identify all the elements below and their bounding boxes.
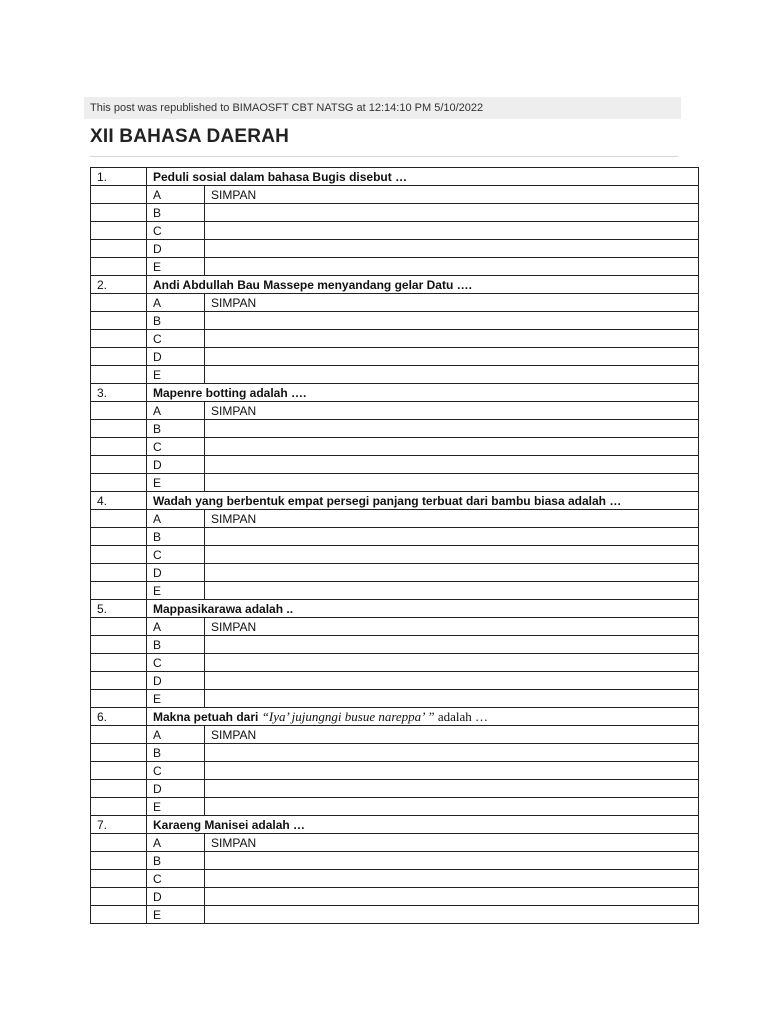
option-answer [205, 690, 699, 708]
title-divider [90, 156, 678, 157]
option-answer [205, 906, 699, 924]
option-row [91, 906, 699, 924]
option-answer [205, 222, 699, 240]
question-row [91, 492, 699, 510]
option-answer: SIMPAN [205, 186, 699, 204]
option-spacer [91, 618, 147, 636]
option-answer: SIMPAN [205, 294, 699, 312]
option-answer [205, 330, 699, 348]
question-text-main: Makna petuah dari [153, 709, 262, 724]
option-spacer [91, 762, 147, 780]
option-spacer [91, 906, 147, 924]
option-row [91, 258, 699, 276]
option-spacer [91, 780, 147, 798]
option-answer [205, 582, 699, 600]
option-letter: D [147, 348, 205, 366]
option-answer [205, 528, 699, 546]
question-text-main: Peduli sosial dalam bahasa Bugis disebut … [153, 169, 408, 184]
question-row [91, 708, 699, 726]
option-letter: A [147, 834, 205, 852]
question-text-main: Mapenre botting adalah …. [153, 385, 307, 400]
option-spacer [91, 186, 147, 204]
option-letter: B [147, 204, 205, 222]
option-answer [205, 420, 699, 438]
option-letter: D [147, 888, 205, 906]
option-answer [205, 762, 699, 780]
option-row [91, 870, 699, 888]
question-row [91, 276, 699, 294]
option-row [91, 762, 699, 780]
option-answer [205, 456, 699, 474]
option-answer [205, 888, 699, 906]
option-spacer [91, 564, 147, 582]
option-spacer [91, 546, 147, 564]
option-letter: C [147, 330, 205, 348]
option-row [91, 654, 699, 672]
option-spacer [91, 510, 147, 528]
question-number: 7. [91, 816, 147, 834]
option-spacer [91, 744, 147, 762]
question-table [90, 167, 699, 924]
question-number: 5. [91, 600, 147, 618]
option-answer [205, 744, 699, 762]
question-text-main: Mappasikarawa adalah .. [153, 601, 294, 616]
option-row [91, 294, 699, 312]
option-letter: A [147, 186, 205, 204]
option-letter: B [147, 636, 205, 654]
option-letter: B [147, 528, 205, 546]
option-answer: SIMPAN [205, 510, 699, 528]
option-spacer [91, 330, 147, 348]
option-letter: D [147, 780, 205, 798]
question-number: 6. [91, 708, 147, 726]
option-letter: B [147, 312, 205, 330]
option-row [91, 204, 699, 222]
option-answer [205, 564, 699, 582]
option-answer [205, 798, 699, 816]
option-spacer [91, 798, 147, 816]
option-spacer [91, 312, 147, 330]
question-text-main: Wadah yang berbentuk empat persegi panjang terbuat dari bambu biasa adalah … [153, 493, 622, 508]
option-letter: C [147, 546, 205, 564]
option-row [91, 564, 699, 582]
question-quote: “Iya’ jujungngi busue nareppa’ ” [261, 708, 435, 724]
option-row [91, 582, 699, 600]
option-letter: A [147, 726, 205, 744]
question-text-tail: adalah … [434, 708, 488, 724]
option-answer [205, 780, 699, 798]
option-row [91, 528, 699, 546]
option-letter: D [147, 456, 205, 474]
option-row [91, 312, 699, 330]
option-row [91, 438, 699, 456]
option-answer [205, 312, 699, 330]
question-row [91, 168, 699, 186]
option-spacer [91, 672, 147, 690]
option-row [91, 888, 699, 906]
option-answer [205, 366, 699, 384]
option-spacer [91, 258, 147, 276]
option-answer [205, 258, 699, 276]
option-answer [205, 474, 699, 492]
option-letter: C [147, 222, 205, 240]
option-spacer [91, 348, 147, 366]
option-letter: A [147, 510, 205, 528]
question-text [147, 816, 699, 834]
question-number: 1. [91, 168, 147, 186]
option-letter: D [147, 564, 205, 582]
option-answer [205, 438, 699, 456]
option-answer [205, 672, 699, 690]
question-row [91, 600, 699, 618]
option-letter: C [147, 870, 205, 888]
option-letter: C [147, 762, 205, 780]
option-spacer [91, 636, 147, 654]
option-row [91, 834, 699, 852]
option-spacer [91, 456, 147, 474]
option-spacer [91, 438, 147, 456]
question-number: 3. [91, 384, 147, 402]
option-row [91, 186, 699, 204]
option-letter: D [147, 240, 205, 258]
option-answer [205, 204, 699, 222]
question-text-main: Andi Abdullah Bau Massepe menyandang gelar Datu …. [153, 277, 472, 292]
option-row [91, 366, 699, 384]
option-row [91, 420, 699, 438]
option-row [91, 726, 699, 744]
option-row [91, 402, 699, 420]
option-letter: C [147, 438, 205, 456]
option-answer [205, 852, 699, 870]
option-letter: E [147, 474, 205, 492]
option-spacer [91, 654, 147, 672]
option-spacer [91, 366, 147, 384]
option-row [91, 618, 699, 636]
option-answer [205, 654, 699, 672]
option-spacer [91, 402, 147, 420]
option-row [91, 852, 699, 870]
option-letter: E [147, 258, 205, 276]
republish-notice: This post was republished to BIMAOSFT CBT NATSG at 12:14:10 PM 5/10/2022 [84, 97, 681, 119]
option-row [91, 348, 699, 366]
question-text-main: Karaeng Manisei adalah … [153, 817, 306, 832]
option-spacer [91, 240, 147, 258]
option-letter: B [147, 744, 205, 762]
option-row [91, 672, 699, 690]
question-text [147, 384, 699, 402]
option-spacer [91, 528, 147, 546]
option-answer: SIMPAN [205, 726, 699, 744]
question-text [147, 600, 699, 618]
question-text [147, 168, 699, 186]
option-row [91, 330, 699, 348]
option-spacer [91, 420, 147, 438]
option-letter: C [147, 654, 205, 672]
option-row [91, 546, 699, 564]
question-text [147, 276, 699, 294]
option-letter: E [147, 690, 205, 708]
option-spacer [91, 690, 147, 708]
option-letter: A [147, 294, 205, 312]
option-letter: D [147, 672, 205, 690]
option-letter: E [147, 366, 205, 384]
option-spacer [91, 834, 147, 852]
option-row [91, 798, 699, 816]
option-spacer [91, 888, 147, 906]
option-letter: E [147, 798, 205, 816]
question-text [147, 708, 699, 726]
option-spacer [91, 870, 147, 888]
option-answer [205, 636, 699, 654]
option-row [91, 744, 699, 762]
option-letter: A [147, 402, 205, 420]
option-spacer [91, 474, 147, 492]
option-answer: SIMPAN [205, 618, 699, 636]
option-row [91, 780, 699, 798]
option-letter: E [147, 582, 205, 600]
option-spacer [91, 222, 147, 240]
option-row [91, 474, 699, 492]
option-row [91, 456, 699, 474]
option-row [91, 510, 699, 528]
option-spacer [91, 204, 147, 222]
option-row [91, 690, 699, 708]
option-row [91, 222, 699, 240]
option-row [91, 240, 699, 258]
option-answer [205, 546, 699, 564]
option-answer: SIMPAN [205, 834, 699, 852]
option-spacer [91, 582, 147, 600]
option-row [91, 636, 699, 654]
question-text [147, 492, 699, 510]
option-answer [205, 348, 699, 366]
option-spacer [91, 294, 147, 312]
option-answer [205, 240, 699, 258]
page-title: XII BAHASA DAERAH [90, 126, 290, 147]
option-letter: A [147, 618, 205, 636]
option-spacer [91, 852, 147, 870]
option-answer [205, 870, 699, 888]
question-number: 4. [91, 492, 147, 510]
question-row [91, 816, 699, 834]
option-spacer [91, 726, 147, 744]
question-number: 2. [91, 276, 147, 294]
question-row [91, 384, 699, 402]
option-letter: E [147, 906, 205, 924]
option-letter: B [147, 852, 205, 870]
option-letter: B [147, 420, 205, 438]
option-answer: SIMPAN [205, 402, 699, 420]
